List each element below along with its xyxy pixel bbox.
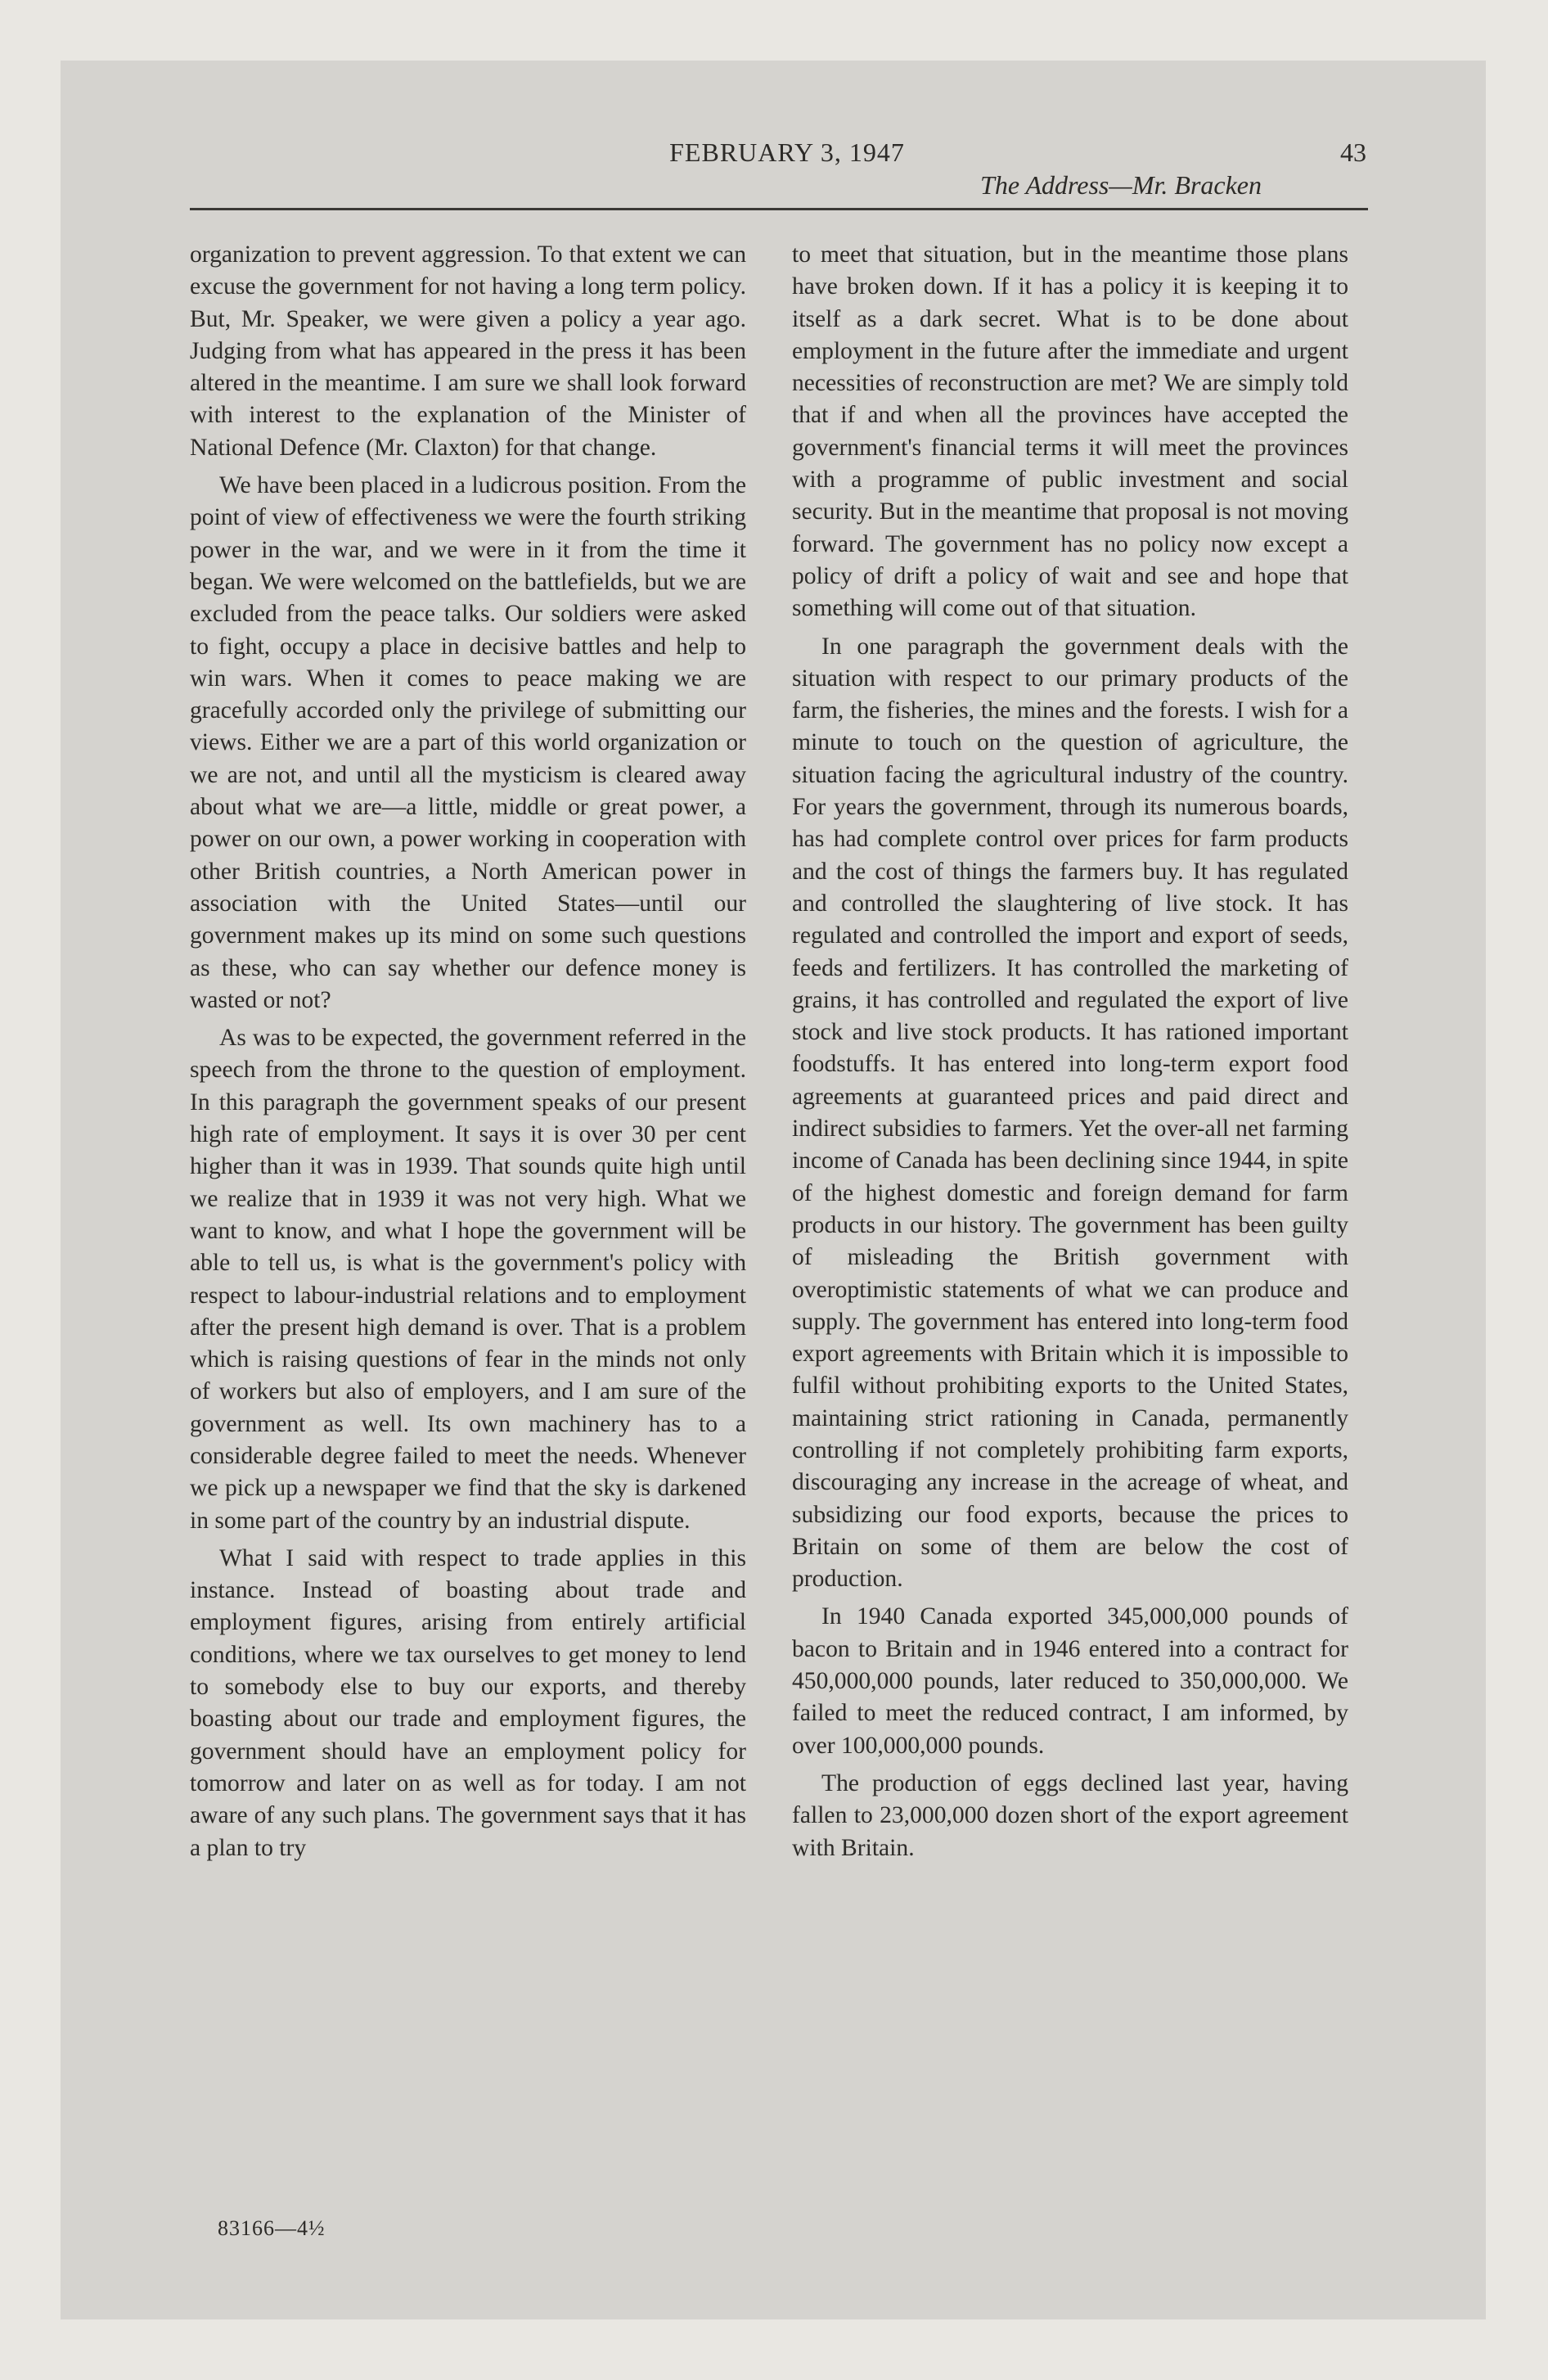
paragraph: In one paragraph the government deals with the situation with respect to our primary products of the farm, the fisheries, the mines and the forests. I wish for a minute to touch on the question of agriculture, the situation facing the agricultural industry of the country. For years the government, through its numerous boards, has had complete control over prices for farm products and the cost of things the farmers buy. It has regulated and controlled the slaughtering of live stock. It has regulated and controlled the import and export of seeds, feeds and fertilizers. It has controlled the marketing of grains, it has controlled and regulated the export of live stock and live stock products. It has rationed important foodstuffs. It has entered into long-term export food agreements at guaranteed prices and paid direct and indirect subsidies to farmers. Yet the over-all net farming income of Canada has been declining since 1944, in spite of the highest domestic and foreign demand for farm products in our history. The government has been guilty of misleading the British government with overoptimistic statements of what we can produce and supply. The government has entered into long-term food export agreements with Britain which it is impossible to fulfil without prohibiting exports to the United States, maintaining strict rationing in Canada, permanently controlling if not completely prohibiting farm exports, discouraging any increase in the acreage of wheat, and subsidizing our food exports, because the prices to Britain on some of them are below the cost of production. [792,633,1348,1593]
paragraph: The production of eggs declined last year, having fallen to 23,000,000 dozen short of the export agreement with Britain. [792,1769,1348,1861]
paragraph: As was to be expected, the government referred in the speech from the throne to the question of employment. In this paragraph the government speaks of our present high rate of employment. It says it is over 30 per cent higher than it was in 1939. That sounds quite high until we realize that in 1939 it was not very high. What we want to know, and what I hope the government will be able to tell us, is what is the government's policy with respect to labour-industrial relations and to employment after the present high demand is over. That is a problem which is raising questions of fear in the minds not only of workers but also of employers, and I am sure of the government as well. Its own machinery has to a considerable degree failed to meet the needs. Whenever we pick up a newspaper we find that the sky is darkened in some part of the country by an industrial dispute. [190,1025,746,1534]
printer-mark: 83166—4½ [218,2216,326,2240]
right-column [792,239,1348,1870]
header-date: FEBRUARY 3, 1947 [669,137,905,167]
header-subtitle: The Address—Mr. Bracken [980,170,1262,200]
paragraph: In 1940 Canada exported 345,000,000 pounds of bacon to Britain and in 1946 entered into a contract for 450,000,000 pounds, later reduced to 350,000,000. We failed to meet the reduced contract, I am informed, by over 100,000,000 pounds. [792,1603,1348,1759]
paragraph: What I said with respect to trade applies in this instance. Instead of boasting about trade and employment figures, arising from entirely artificial conditions, where we tax ourselves to get money to lend to somebody else to buy our exports, and thereby boasting about our trade and employment figures, the government should have an employment policy for tomorrow and later on as well as for today. I am not aware of any such plans. The government says that it has a plan to try [190,1544,746,1861]
paragraph: to meet that situation, but in the meantime those plans have broken down. If it has a policy it is keeping it to itself as a dark secret. What is to be done about employment in the future after the immediate and urgent necessities of reconstruction are met? We are simply told that if and when all the provinces have accepted the government's financial terms it will meet the provinces with a programme of public investment and social security. But in the meantime that proposal is not moving forward. The government has no policy now except a policy of drift a policy of wait and see and hope that something will come out of that situation. [792,241,1348,622]
page-number: 43 [1340,137,1366,167]
paragraph: organization to prevent aggression. To that extent we can excuse the government for not having a long term policy. But, Mr. Speaker, we were given a policy a year ago. Judging from what has appeared in the press it has been altered in the meantime. I am sure we shall look forward with interest to the explanation of the Minister of National Defence (Mr. Claxton) for that change. [190,241,746,461]
page-header [190,137,1368,213]
left-column [190,239,746,1870]
header-rule [190,208,1368,210]
paragraph: We have been placed in a ludicrous position. From the point of view of effectiveness we were the fourth striking power in the war, and we were in it from the time it began. We were welcomed on the battlefields, but we are excluded from the peace talks. Our soldiers were asked to fight, occupy a place in decisive battles and help to win wars. When it comes to peace making we are gracefully accorded only the privilege of submitting our views. Either we are a part of this world organization or we are not, and until all the mysticism is cleared away about what we are—a little, middle or great power, a power on our own, a power working in cooperation with other British countries, a North American power in association with the United States—until our government makes up its mind on some such questions as these, who can say whether our defence money is wasted or not? [190,472,746,1013]
